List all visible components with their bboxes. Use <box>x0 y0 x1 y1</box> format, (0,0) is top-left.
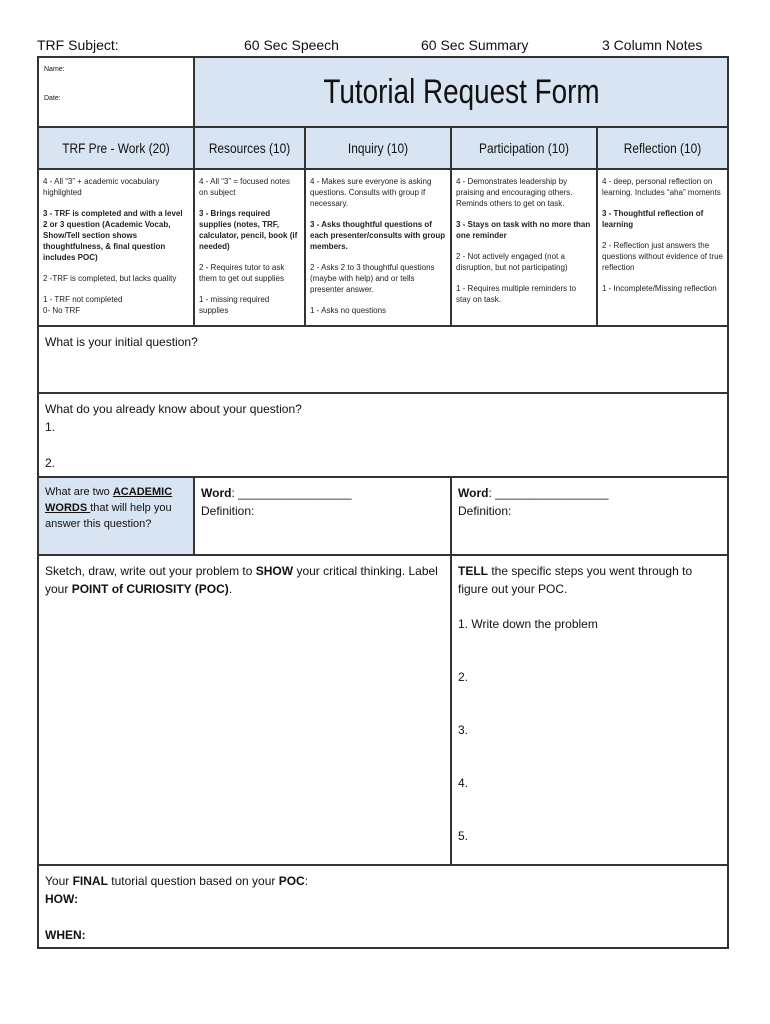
academic-words-prompt-box <box>39 476 193 554</box>
tell-step-5: 5. <box>458 829 469 843</box>
rubric-header-pre-work <box>39 126 193 168</box>
initial-question-box[interactable] <box>39 325 727 392</box>
rubric-line: 2 - Requires tutor to ask them to get out supplies <box>199 263 285 283</box>
academic-prompt-text: What are two <box>45 486 113 498</box>
rubric-title-participation: Participation (10) <box>479 140 569 156</box>
trf-subject-label: TRF Subject: <box>37 37 119 53</box>
rubric-line: 4 - Demonstrates leadership by praising and encouraging others. Reminds others to get on task. <box>456 177 573 208</box>
definition-2-label: Definition: <box>458 504 512 518</box>
tell-step-4: 4. <box>458 776 469 790</box>
top-labels <box>37 37 727 53</box>
rubric-header-participation <box>450 126 596 168</box>
tell-step-3: 3. <box>458 723 469 737</box>
final-how-label: HOW: <box>45 892 79 906</box>
notes-label: 3 Column Notes <box>602 37 703 53</box>
rubric-line: 1 - Incomplete/Missing reflection <box>602 284 717 293</box>
already-know-box[interactable] <box>39 392 727 476</box>
rubric-line: 1 - Requires multiple reminders to stay on task. <box>456 284 577 304</box>
date-label: Date: <box>44 95 61 102</box>
rubric-title-resources: Resources (10) <box>208 140 291 156</box>
tell-instructions: TELL the specific steps you went through to figure out your POC. <box>458 564 693 596</box>
speech-label: 60 Sec Speech <box>244 37 339 53</box>
academic-word-1-box[interactable] <box>193 476 450 554</box>
rubric-line: 3 - TRF is completed and with a level 2 or 3 question (Academic Vocab, Show/Tell section shows thoughtfulness, & final question includes POC) <box>43 209 183 262</box>
rubric-header-resources <box>193 126 304 168</box>
rubric-title-reflection: Reflection (10) <box>623 140 702 156</box>
form-title: Tutorial Request Form <box>322 72 600 111</box>
rubric-title-inquiry: Inquiry (10) <box>347 140 409 156</box>
rubric-title-pre-work: TRF Pre - Work (20) <box>62 140 170 156</box>
academic-prompt-text: that will help you answer this question? <box>45 502 172 530</box>
academic-prompt-underline: ACADEMIC <box>112 486 173 498</box>
academic-prompt-underline: WORDS <box>45 502 91 514</box>
word-1-line: : _________________ <box>231 486 352 500</box>
rubric-header-reflection <box>596 126 727 168</box>
summary-label: 60 Sec Summary <box>421 37 529 53</box>
rubric-line: 4 - Makes sure everyone is asking questions. Consults with group if necessary. <box>310 177 432 208</box>
rubric-line: 3 - Brings required supplies (notes, TRF, calculator, pencil, book (if needed) <box>199 209 298 251</box>
rubric-cell-pre-work <box>39 168 193 325</box>
tutorial-request-form <box>37 56 729 949</box>
rubric-line: 4 - deep, personal reflection on learning. Includes “aha” moments <box>602 177 721 197</box>
word-2-line: : _________________ <box>488 486 609 500</box>
already-know-item-2: 2. <box>45 456 56 470</box>
rubric-line: 2 -TRF is completed, but lacks quality <box>43 274 177 283</box>
tell-step-2: 2. <box>458 670 469 684</box>
definition-1-label: Definition: <box>201 504 255 518</box>
already-know-prompt: What do you already know about your question? <box>45 402 302 416</box>
rubric-line: 4 - All “3” + academic vocabulary highlighted <box>43 177 160 197</box>
show-instructions: Sketch, draw, write out your problem to SHOW your critical thinking. Label your POINT of CURIOSITY (POC). <box>45 564 438 596</box>
rubric-line: 2 - Reflection just answers the questions without evidence of true reflection <box>602 241 723 272</box>
rubric-header-inquiry <box>304 126 450 168</box>
tell-step-1: 1. Write down the problem <box>458 617 598 631</box>
initial-question-prompt: What is your initial question? <box>45 335 198 349</box>
title-box <box>193 58 727 126</box>
rubric-cell-participation <box>450 168 596 325</box>
rubric-cell-inquiry <box>304 168 450 325</box>
rubric-line: 3 - Stays on task with no more than one reminder <box>456 220 591 240</box>
rubric-line: 1 - missing required supplies <box>199 295 270 315</box>
word-1-label: Word <box>201 486 232 500</box>
tell-box[interactable] <box>450 554 727 864</box>
rubric-line: 2 - Not actively engaged (not a disruption, but not participating) <box>456 252 568 272</box>
rubric-line: 4 - All “3” = focused notes on subject <box>199 177 290 197</box>
name-date-box <box>39 58 193 126</box>
rubric-line: 3 - Thoughtful reflection of learning <box>602 209 704 229</box>
rubric-line: 1 - Asks no questions <box>310 306 387 315</box>
rubric-cell-reflection <box>596 168 727 325</box>
already-know-item-1: 1. <box>45 420 56 434</box>
word-2-label: Word <box>458 486 489 500</box>
rubric-line: 2 - Asks 2 to 3 thoughtful questions (maybe with help) and or tells presenter answer. <box>310 263 435 294</box>
rubric-cell-resources <box>193 168 304 325</box>
rubric-line: 1 - TRF not completed <box>43 295 123 304</box>
rubric-line: 3 - Asks thoughtful questions of each presenter/consults with group members. <box>310 220 446 251</box>
academic-word-2-box[interactable] <box>450 476 727 554</box>
final-question-prompt: Your FINAL tutorial question based on your POC: <box>45 874 309 888</box>
name-label: Name: <box>44 66 65 73</box>
final-when-label: WHEN: <box>45 928 86 942</box>
final-question-box[interactable] <box>39 864 727 947</box>
rubric-line: 0- No TRF <box>43 306 81 315</box>
show-box[interactable] <box>39 554 450 864</box>
